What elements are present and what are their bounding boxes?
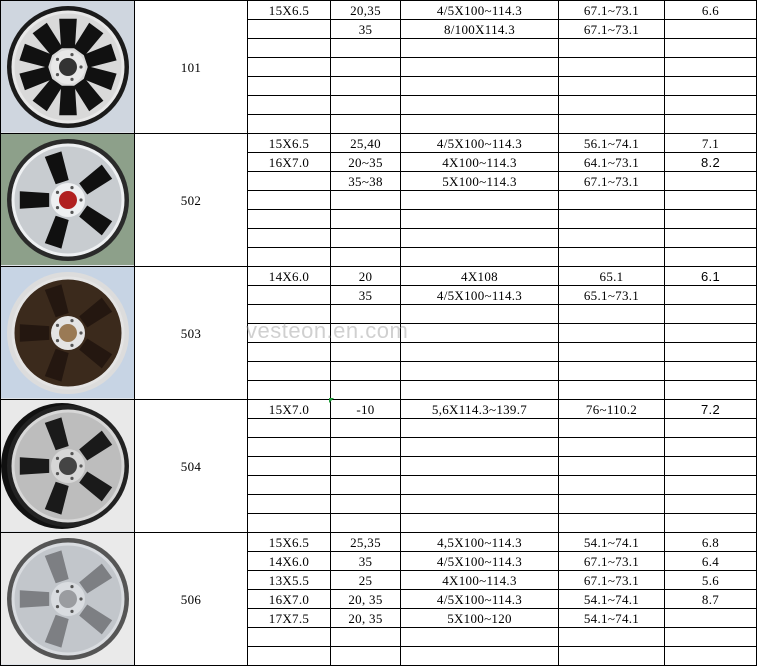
model-number: 503 (135, 267, 248, 400)
weight-cell (665, 191, 757, 210)
cb-cell: 54.1~74.1 (559, 590, 665, 609)
et-cell (331, 438, 401, 457)
cb-cell: 67.1~73.1 (559, 571, 665, 590)
pcd-cell: 4/5X100~114.3 (401, 552, 559, 571)
size-cell: 16X7.0 (248, 153, 331, 172)
et-cell (331, 476, 401, 495)
et-cell (331, 514, 401, 533)
size-cell (248, 58, 331, 77)
weight-cell (665, 419, 757, 438)
pcd-cell (401, 419, 559, 438)
cb-cell (559, 419, 665, 438)
et-cell (331, 495, 401, 514)
weight-cell (665, 229, 757, 248)
size-cell (248, 115, 331, 134)
pcd-cell (401, 457, 559, 476)
size-cell (248, 210, 331, 229)
et-cell (331, 343, 401, 362)
model-number: 504 (135, 400, 248, 533)
cb-cell (559, 476, 665, 495)
size-cell: 15X6.5 (248, 134, 331, 153)
table-row (1, 400, 757, 419)
cb-cell: 67.1~73.1 (559, 20, 665, 39)
wheel-photo-cell (1, 1, 135, 134)
cb-cell (559, 96, 665, 115)
cb-cell (559, 77, 665, 96)
pcd-cell (401, 39, 559, 58)
cb-cell (559, 514, 665, 533)
et-cell: 20, 35 (331, 590, 401, 609)
cb-cell (559, 210, 665, 229)
size-cell (248, 191, 331, 210)
size-cell: 16X7.0 (248, 590, 331, 609)
weight-cell: 8.2 (665, 153, 757, 172)
pcd-cell (401, 210, 559, 229)
cb-cell: 76~110.2 (559, 400, 665, 419)
weight-cell (665, 362, 757, 381)
size-cell (248, 419, 331, 438)
size-cell (248, 286, 331, 305)
et-cell (331, 229, 401, 248)
pcd-cell (401, 343, 559, 362)
weight-cell: 7.1 (665, 134, 757, 153)
size-cell (248, 20, 331, 39)
pcd-cell (401, 115, 559, 134)
weight-cell: 6.8 (665, 533, 757, 552)
cb-cell: 65.1 (559, 267, 665, 286)
cb-cell (559, 495, 665, 514)
size-cell (248, 495, 331, 514)
size-cell (248, 343, 331, 362)
weight-cell (665, 305, 757, 324)
cb-cell: 54.1~74.1 (559, 609, 665, 628)
weight-cell (665, 210, 757, 229)
et-cell (331, 362, 401, 381)
model-number: 502 (135, 134, 248, 267)
pcd-cell (401, 381, 559, 400)
size-cell (248, 77, 331, 96)
et-cell (331, 96, 401, 115)
weight-cell: 6.1 (665, 267, 757, 286)
weight-cell (665, 495, 757, 514)
pcd-cell: 4,5X100~114.3 (401, 533, 559, 552)
et-cell (331, 457, 401, 476)
pcd-cell (401, 495, 559, 514)
pcd-cell (401, 438, 559, 457)
cell-comment-marker (329, 398, 334, 403)
pcd-cell: 4/5X100~114.3 (401, 134, 559, 153)
size-cell (248, 457, 331, 476)
weight-cell (665, 286, 757, 305)
wheel-504-photo (1, 400, 135, 531)
weight-cell (665, 77, 757, 96)
cb-cell: 54.1~74.1 (559, 533, 665, 552)
size-cell: 14X6.0 (248, 552, 331, 571)
wheel-photo-cell (1, 400, 135, 533)
pcd-cell: 4/5X100~114.3 (401, 1, 559, 20)
weight-cell (665, 96, 757, 115)
et-cell (331, 324, 401, 343)
et-cell: 25,40 (331, 134, 401, 153)
weight-cell (665, 628, 757, 647)
cb-cell (559, 39, 665, 58)
cb-cell (559, 362, 665, 381)
weight-cell (665, 438, 757, 457)
pcd-cell (401, 248, 559, 267)
table-row (1, 1, 757, 20)
weight-cell (665, 58, 757, 77)
size-cell: 14X6.0 (248, 267, 331, 286)
et-cell: 35 (331, 552, 401, 571)
size-cell (248, 362, 331, 381)
cb-cell (559, 58, 665, 77)
et-cell: 35 (331, 20, 401, 39)
pcd-cell: 4X100~114.3 (401, 571, 559, 590)
et-cell (331, 77, 401, 96)
pcd-cell (401, 362, 559, 381)
pcd-cell (401, 476, 559, 495)
cb-cell (559, 457, 665, 476)
cb-cell: 56.1~74.1 (559, 134, 665, 153)
size-cell (248, 438, 331, 457)
size-cell (248, 39, 331, 58)
size-cell: 17X7.5 (248, 609, 331, 628)
pcd-cell (401, 229, 559, 248)
pcd-cell: 5X100~114.3 (401, 172, 559, 191)
weight-cell (665, 457, 757, 476)
et-cell (331, 628, 401, 647)
wheel-photo-cell (1, 533, 135, 666)
weight-cell (665, 609, 757, 628)
weight-cell (665, 248, 757, 267)
pcd-cell: 5,6X114.3~139.7 (401, 400, 559, 419)
size-cell (248, 381, 331, 400)
pcd-cell: 4/5X100~114.3 (401, 590, 559, 609)
cb-cell: 64.1~73.1 (559, 153, 665, 172)
pcd-cell (401, 191, 559, 210)
pcd-cell (401, 58, 559, 77)
spec-table-body (1, 1, 757, 666)
cb-cell (559, 381, 665, 400)
size-cell (248, 628, 331, 647)
cb-cell: 65.1~73.1 (559, 286, 665, 305)
pcd-cell (401, 324, 559, 343)
size-cell (248, 96, 331, 115)
model-number: 506 (135, 533, 248, 666)
wheel-photo-cell (1, 267, 135, 400)
table-row (1, 533, 757, 552)
wheel-101-photo (1, 1, 135, 132)
cb-cell (559, 305, 665, 324)
wheel-506-photo (1, 533, 135, 664)
weight-cell (665, 20, 757, 39)
cb-cell (559, 115, 665, 134)
et-cell: 25 (331, 571, 401, 590)
pcd-cell: 4X108 (401, 267, 559, 286)
weight-cell (665, 647, 757, 666)
cb-cell: 67.1~73.1 (559, 172, 665, 191)
weight-cell (665, 172, 757, 191)
pcd-cell: 4/5X100~114.3 (401, 286, 559, 305)
et-cell (331, 305, 401, 324)
watermark-text: vesteon.en.com (246, 318, 409, 343)
cb-cell: 67.1~73.1 (559, 1, 665, 20)
et-cell (331, 647, 401, 666)
table-row (1, 134, 757, 153)
weight-cell: 8.7 (665, 590, 757, 609)
cb-cell (559, 191, 665, 210)
size-cell: 15X6.5 (248, 533, 331, 552)
weight-cell: 6.4 (665, 552, 757, 571)
et-cell: 20, 35 (331, 609, 401, 628)
size-cell (248, 476, 331, 495)
cb-cell (559, 628, 665, 647)
wheel-502-photo (1, 134, 135, 265)
size-cell (248, 305, 331, 324)
et-cell: 35 (331, 286, 401, 305)
cb-cell (559, 438, 665, 457)
weight-cell (665, 324, 757, 343)
weight-cell (665, 514, 757, 533)
pcd-cell (401, 77, 559, 96)
weight-cell (665, 381, 757, 400)
pcd-cell: 5X100~120 (401, 609, 559, 628)
size-cell (248, 514, 331, 533)
et-cell: 20 (331, 267, 401, 286)
cb-cell (559, 343, 665, 362)
size-cell: 15X7.0 (248, 400, 331, 419)
size-cell: 13X5.5 (248, 571, 331, 590)
et-cell: 20,35 (331, 1, 401, 20)
et-cell (331, 115, 401, 134)
et-cell (331, 419, 401, 438)
cb-cell (559, 248, 665, 267)
table-row (1, 267, 757, 286)
et-cell: -10 (331, 400, 401, 419)
wheel-503-photo (1, 267, 135, 398)
et-cell (331, 58, 401, 77)
pcd-cell (401, 647, 559, 666)
size-cell (248, 229, 331, 248)
et-cell (331, 381, 401, 400)
weight-cell (665, 476, 757, 495)
cb-cell (559, 229, 665, 248)
et-cell: 25,35 (331, 533, 401, 552)
cb-cell (559, 324, 665, 343)
size-cell: 15X6.5 (248, 1, 331, 20)
et-cell (331, 39, 401, 58)
pcd-cell (401, 305, 559, 324)
size-cell (248, 248, 331, 267)
weight-cell (665, 39, 757, 58)
model-number: 101 (135, 1, 248, 134)
weight-cell (665, 343, 757, 362)
cb-cell: 67.1~73.1 (559, 552, 665, 571)
pcd-cell (401, 514, 559, 533)
pcd-cell: 4X100~114.3 (401, 153, 559, 172)
size-cell (248, 324, 331, 343)
et-cell: 20~35 (331, 153, 401, 172)
pcd-cell (401, 96, 559, 115)
pcd-cell: 8/100X114.3 (401, 20, 559, 39)
weight-cell: 5.6 (665, 571, 757, 590)
et-cell (331, 248, 401, 267)
cb-cell (559, 647, 665, 666)
weight-cell: 7.2 (665, 400, 757, 419)
size-cell (248, 647, 331, 666)
wheel-photo-cell (1, 134, 135, 267)
et-cell (331, 210, 401, 229)
size-cell (248, 172, 331, 191)
pcd-cell (401, 628, 559, 647)
weight-cell (665, 115, 757, 134)
weight-cell: 6.6 (665, 1, 757, 20)
et-cell: 35~38 (331, 172, 401, 191)
et-cell (331, 191, 401, 210)
